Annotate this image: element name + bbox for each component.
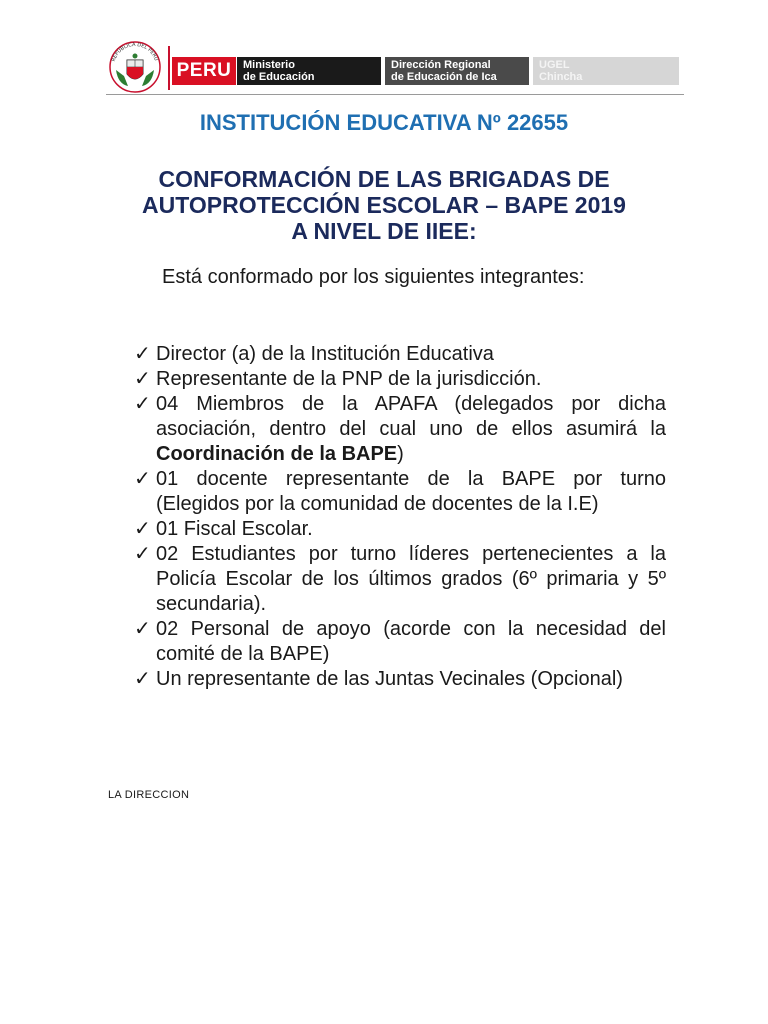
checkmark-icon: ✓ [134, 618, 151, 640]
member-text-suffix: ) [397, 443, 404, 465]
member-item [134, 367, 666, 392]
member-text: 01 Fiscal Escolar. [156, 518, 313, 540]
member-item [134, 517, 666, 542]
checkmark-icon: ✓ [134, 393, 151, 415]
members-list [134, 342, 666, 692]
member-text: Director (a) de la Institución Educativa [156, 343, 494, 365]
header-rule [106, 94, 684, 95]
member-item [134, 617, 666, 667]
checkmark-icon: ✓ [134, 518, 151, 540]
member-item [134, 667, 666, 692]
intro-text: Está conformado por los siguientes integrantes: [162, 266, 585, 288]
checkmark-icon: ✓ [134, 343, 151, 365]
ministry-band: Ministerio de Educación [237, 57, 381, 85]
member-item [134, 342, 666, 367]
signature-direccion: LA DIRECCION [108, 789, 190, 801]
member-text: 01 docente representante de la BAPE por turno (Elegidos por la comunidad de docentes de la I.E) [156, 468, 666, 515]
member-item [134, 392, 666, 467]
institution-heading: INSTITUCIÓN EDUCATIVA Nº 22655 [199, 110, 569, 135]
ugel-band: UGEL Chincha [533, 57, 679, 85]
member-text: Un representante de las Juntas Vecinales (Opcional) [156, 668, 623, 690]
member-item [134, 542, 666, 617]
peru-logo: PERU [172, 57, 236, 85]
document-title: CONFORMACIÓN DE LAS BRIGADAS DE AUTOPROTECCIÓN ESCOLAR – BAPE 2019 A NIVEL DE IIEE: [142, 166, 626, 244]
svg-text:REPÚBLICA DEL PERÚ: REPÚBLICA DEL PERÚ [110, 41, 159, 63]
checkmark-icon: ✓ [134, 668, 151, 690]
checkmark-icon: ✓ [134, 368, 151, 390]
member-text: 04 Miembros de la APAFA (delegados por dicha asociación, dentro del cual uno de ellos asumirá la [156, 393, 666, 440]
peru-coat-of-arms-icon [106, 40, 164, 94]
member-text: 02 Personal de apoyo (acorde con la necesidad del comité de la BAPE) [156, 618, 666, 665]
member-text: Representante de la PNP de la jurisdicción. [156, 368, 542, 390]
member-text: 02 Estudiantes por turno líderes pertenecientes a la Policía Escolar de los últimos grados (6º primaria y 5º secundaria). [156, 543, 666, 615]
dre-band: Dirección Regional de Educación de Ica [385, 57, 529, 85]
header-banner [106, 40, 684, 94]
member-bold-text: Coordinación de la BAPE [156, 443, 398, 465]
header-separator [168, 46, 170, 90]
checkmark-icon: ✓ [134, 468, 151, 490]
member-item [134, 467, 666, 517]
checkmark-icon: ✓ [134, 543, 151, 565]
